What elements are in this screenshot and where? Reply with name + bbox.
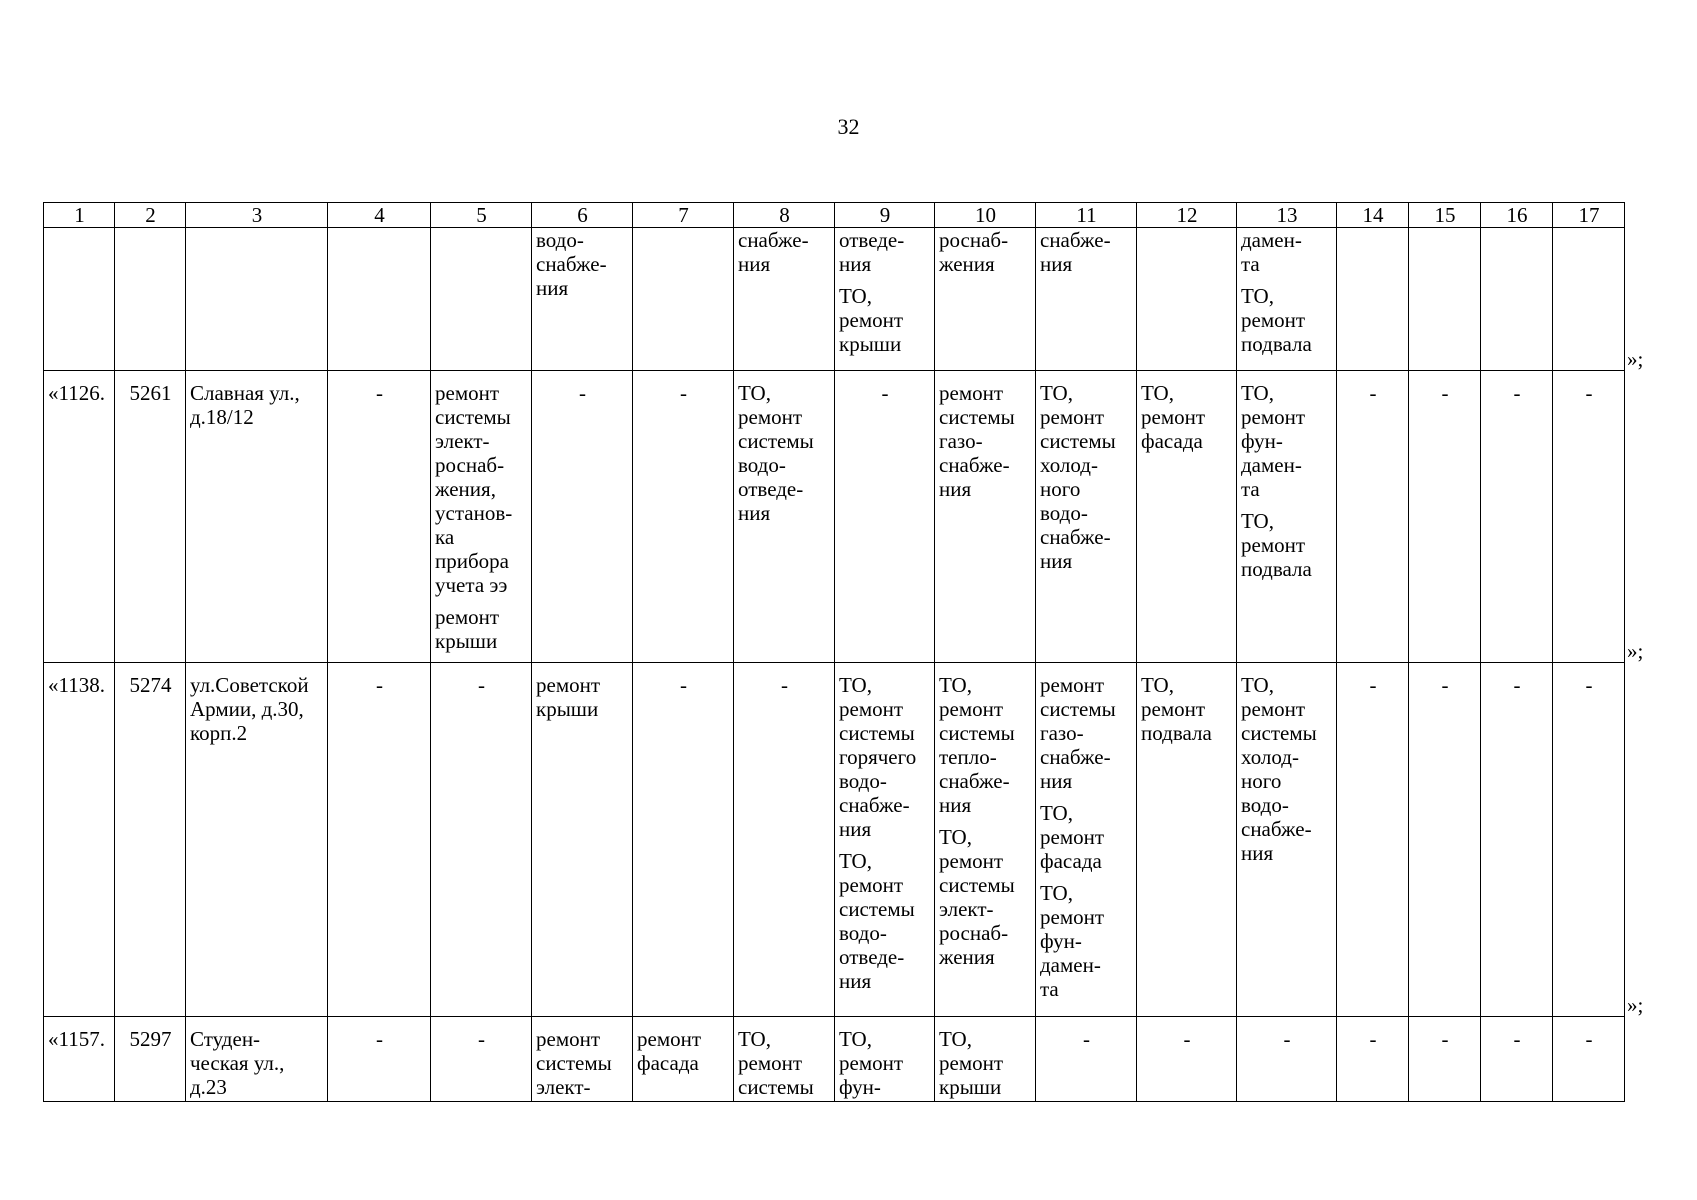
cell-text: 5274 xyxy=(129,673,172,697)
column-header: 14 xyxy=(1337,203,1409,228)
cell-text: ремонт крыши xyxy=(435,605,500,653)
table-cell xyxy=(328,663,431,1017)
column-header: 8 xyxy=(734,203,835,228)
table-cell xyxy=(1237,1017,1337,1102)
table-cell xyxy=(186,371,328,663)
table-cell xyxy=(1553,1017,1625,1102)
table-cell xyxy=(431,663,532,1017)
cell-text: Славная ул., д.18/12 xyxy=(190,381,300,429)
table-cell xyxy=(633,663,734,1017)
column-header: 5 xyxy=(431,203,532,228)
table-cell xyxy=(1237,228,1337,371)
cell-text: - xyxy=(1369,381,1377,405)
table-cell xyxy=(328,371,431,663)
table-cell xyxy=(44,1017,115,1102)
cell-text: - xyxy=(1183,1027,1191,1051)
column-header: 3 xyxy=(186,203,328,228)
repair-schedule-table xyxy=(43,202,1625,1102)
table-cell xyxy=(186,1017,328,1102)
table-row xyxy=(44,371,1625,663)
table-cell xyxy=(1337,1017,1409,1102)
column-header: 13 xyxy=(1237,203,1337,228)
table-cell xyxy=(835,663,935,1017)
cell-text: Студен- ческая ул., д.23 xyxy=(190,1027,285,1099)
column-header: 15 xyxy=(1409,203,1481,228)
cell-text: отведе- ния xyxy=(839,228,905,276)
table-cell xyxy=(1337,228,1409,371)
cell-text: - xyxy=(1369,673,1377,697)
table-cell xyxy=(1137,228,1237,371)
table-cell xyxy=(186,663,328,1017)
cell-text: 5261 xyxy=(129,381,172,405)
table-cell xyxy=(1237,371,1337,663)
table-cell xyxy=(935,1017,1036,1102)
cell-text: ТО, ремонт крыши xyxy=(839,284,904,356)
cell-text: - xyxy=(781,673,788,697)
table-cell xyxy=(633,228,734,371)
cell-text: ТО, ремонт фун- xyxy=(839,1027,904,1099)
table-row xyxy=(44,663,1625,1017)
row-end-mark: »; xyxy=(1627,346,1644,371)
column-header: 1 xyxy=(44,203,115,228)
column-header: 10 xyxy=(935,203,1036,228)
table-cell xyxy=(115,228,186,371)
column-header: 2 xyxy=(115,203,186,228)
cell-text: ТО, ремонт фасада xyxy=(1141,381,1206,453)
cell-text: 5297 xyxy=(129,1027,172,1051)
cell-text: ТО, ремонт системы холод- ного водо- снабже- ния xyxy=(1241,673,1317,865)
table-cell xyxy=(1337,663,1409,1017)
cell-text: - xyxy=(579,381,586,405)
cell-text: водо- снабже- ния xyxy=(536,228,607,300)
cell-text: - xyxy=(1585,1027,1593,1051)
column-header: 17 xyxy=(1553,203,1625,228)
cell-text: ТО, ремонт системы холод- ного водо- снабже- ния xyxy=(1040,381,1116,573)
table-cell xyxy=(1481,1017,1553,1102)
table-cell xyxy=(532,663,633,1017)
table-cell xyxy=(1553,228,1625,371)
cell-text: ТО, ремонт подвала xyxy=(1241,509,1312,581)
table-cell xyxy=(1237,663,1337,1017)
cell-text: снабже- ния xyxy=(738,228,809,276)
cell-text: - xyxy=(1513,1027,1521,1051)
cell-text: ТО, ремонт крыши xyxy=(939,1027,1004,1099)
cell-text: - xyxy=(478,673,485,697)
table-cell xyxy=(1137,371,1237,663)
column-header: 9 xyxy=(835,203,935,228)
cell-text: ремонт системы газо- снабже- ния xyxy=(1040,673,1116,793)
table-cell xyxy=(1036,663,1137,1017)
cell-text: роснаб- жения xyxy=(939,228,1009,276)
table-cell xyxy=(734,371,835,663)
table-cell xyxy=(1553,371,1625,663)
cell-text: ТО, ремонт системы тепло- снабже- ния xyxy=(939,673,1015,817)
cell-text: «1126. xyxy=(48,381,105,405)
cell-text: ремонт системы элект- роснаб- жения, установ- ка прибора учета ээ xyxy=(435,381,513,597)
table-cell xyxy=(44,228,115,371)
table-cell xyxy=(1137,663,1237,1017)
cell-text: ремонт крыши xyxy=(536,673,601,721)
table-cell xyxy=(532,1017,633,1102)
cell-text: - xyxy=(1083,1027,1090,1051)
table-cell xyxy=(633,371,734,663)
cell-text: ТО, ремонт подвала xyxy=(1141,673,1212,745)
cell-text: - xyxy=(376,673,383,697)
table-cell xyxy=(1036,228,1137,371)
column-header: 12 xyxy=(1137,203,1237,228)
cell-text: - xyxy=(1513,381,1521,405)
table-cell xyxy=(431,228,532,371)
cell-text: снабже- ния xyxy=(1040,228,1111,276)
cell-text: дамен- та xyxy=(1241,228,1302,276)
cell-text: ТО, ремонт фасада xyxy=(1040,801,1105,873)
cell-text: - xyxy=(881,381,889,405)
table-cell xyxy=(633,1017,734,1102)
table-cell xyxy=(1481,371,1553,663)
table-cell xyxy=(431,371,532,663)
table-cell xyxy=(115,1017,186,1102)
table-cell xyxy=(1337,371,1409,663)
cell-text: - xyxy=(1513,673,1521,697)
table-cell xyxy=(734,663,835,1017)
table-row xyxy=(44,228,1625,371)
table-cell xyxy=(935,228,1036,371)
table-cell xyxy=(1481,663,1553,1017)
cell-text: ТО, ремонт системы элект- роснаб- жения xyxy=(939,825,1015,969)
table-cell xyxy=(1409,1017,1481,1102)
table-cell xyxy=(935,663,1036,1017)
table-cell xyxy=(734,228,835,371)
cell-text: - xyxy=(1283,1027,1291,1051)
table-cell xyxy=(835,371,935,663)
column-header: 6 xyxy=(532,203,633,228)
cell-text: ТО, ремонт системы водо- отведе- ния xyxy=(839,849,915,993)
table-cell xyxy=(1036,371,1137,663)
table-cell xyxy=(1553,663,1625,1017)
table-cell xyxy=(186,228,328,371)
table-cell xyxy=(1409,228,1481,371)
header-row xyxy=(44,203,1625,228)
table-cell xyxy=(835,228,935,371)
table-cell xyxy=(935,371,1036,663)
table-cell xyxy=(115,371,186,663)
cell-text: ТО, ремонт фун- дамен- та xyxy=(1040,881,1105,1001)
cell-text: ТО, ремонт системы водо- отведе- ния xyxy=(738,381,814,525)
cell-text: «1157. xyxy=(48,1027,105,1051)
cell-text: - xyxy=(1585,381,1593,405)
cell-text: ТО, ремонт системы xyxy=(738,1027,814,1099)
cell-text: ремонт системы элект- xyxy=(536,1027,612,1099)
table-cell xyxy=(431,1017,532,1102)
table-cell xyxy=(1409,663,1481,1017)
table-cell xyxy=(1481,228,1553,371)
page-number: 32 xyxy=(837,114,860,139)
table-cell xyxy=(44,371,115,663)
cell-text: ТО, ремонт системы горячего водо- снабже- ния xyxy=(839,673,917,841)
table-cell xyxy=(1137,1017,1237,1102)
cell-text: - xyxy=(1369,1027,1377,1051)
cell-text: ТО, ремонт подвала xyxy=(1241,284,1312,356)
column-header: 11 xyxy=(1036,203,1137,228)
row-end-mark: »; xyxy=(1627,992,1644,1017)
table-cell xyxy=(1036,1017,1137,1102)
table-cell xyxy=(44,663,115,1017)
cell-text: - xyxy=(376,381,383,405)
cell-text: «1138. xyxy=(48,673,105,697)
cell-text: - xyxy=(680,673,687,697)
table-cell xyxy=(328,228,431,371)
table-row xyxy=(44,1017,1625,1102)
table-cell xyxy=(328,1017,431,1102)
column-header: 4 xyxy=(328,203,431,228)
cell-text: - xyxy=(1441,673,1449,697)
cell-text: - xyxy=(1585,673,1593,697)
table-cell xyxy=(115,663,186,1017)
table-cell xyxy=(734,1017,835,1102)
cell-text: ремонт системы газо- снабже- ния xyxy=(939,381,1015,501)
cell-text: - xyxy=(376,1027,383,1051)
table-cell xyxy=(532,371,633,663)
cell-text: - xyxy=(1441,381,1449,405)
cell-text: - xyxy=(1441,1027,1449,1051)
cell-text: ТО, ремонт фун- дамен- та xyxy=(1241,381,1306,501)
column-header: 7 xyxy=(633,203,734,228)
cell-text: - xyxy=(680,381,687,405)
cell-text: ул.Советской Армии, д.30, корп.2 xyxy=(190,673,309,745)
table-cell xyxy=(532,228,633,371)
table-cell xyxy=(1409,371,1481,663)
column-header: 16 xyxy=(1481,203,1553,228)
cell-text: ремонт фасада xyxy=(637,1027,702,1075)
cell-text: - xyxy=(478,1027,485,1051)
row-end-mark: »; xyxy=(1627,638,1644,663)
table-cell xyxy=(835,1017,935,1102)
